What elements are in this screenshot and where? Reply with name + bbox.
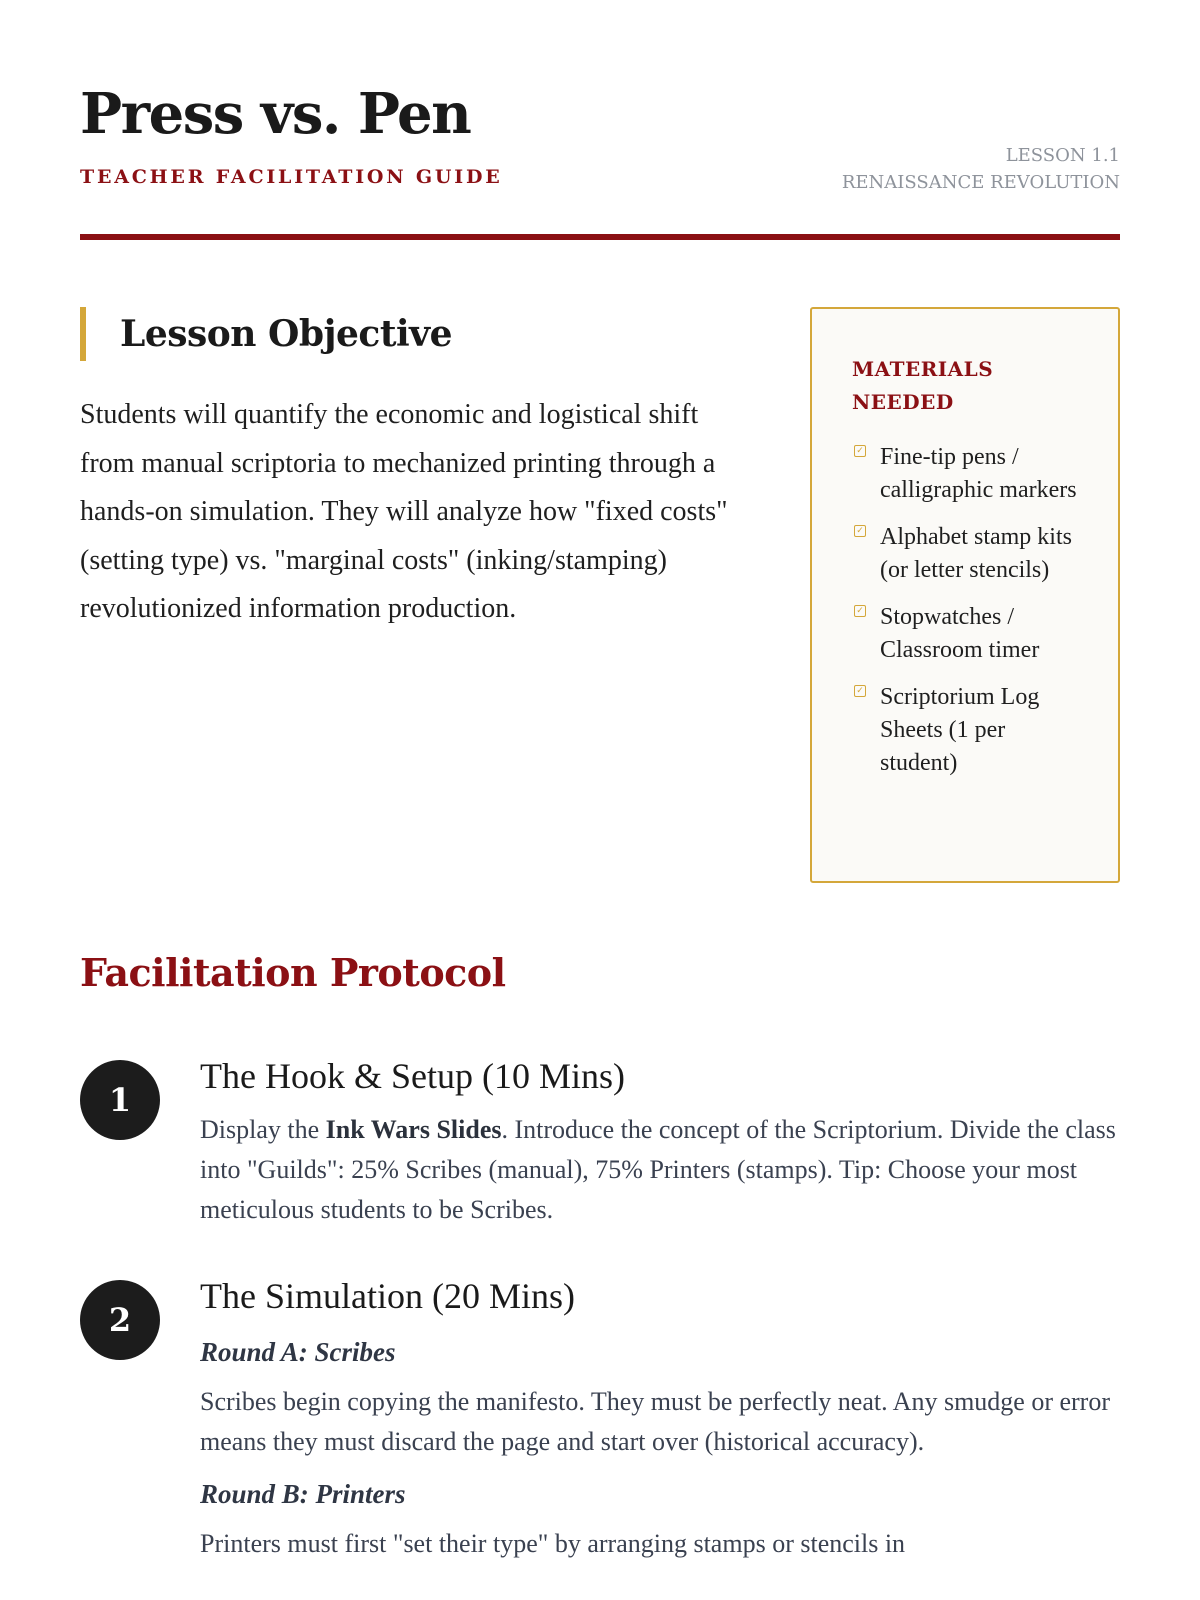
list-item xyxy=(852,681,1080,780)
list-item xyxy=(852,601,1080,667)
materials-list xyxy=(852,441,1080,780)
material-label: Alphabet stamp kits (or letter stencils) xyxy=(880,524,1072,583)
material-label: Scriptorium Log Sheets (1 per student) xyxy=(880,684,1040,776)
list-item xyxy=(852,521,1080,587)
list-item xyxy=(852,441,1080,507)
step-number-badge: 2 xyxy=(80,1280,160,1360)
checkbox-icon: ✓ xyxy=(854,525,866,537)
document-subtitle: TEACHER FACILITATION GUIDE xyxy=(80,166,503,188)
ink-wars-slides-reference: Ink Wars Slides xyxy=(325,1115,502,1144)
step-body xyxy=(200,1052,1120,1230)
step-body xyxy=(200,1272,1120,1564)
protocol-heading: Facilitation Protocol xyxy=(80,950,506,995)
step-text-part: . Introduce the concept of the Scriptorium. Divide the class into "Guilds": 25% Scribes (manual), 75% Printers (stamps). Tip: Choose your most meticulous students to be Scribes. xyxy=(200,1115,1116,1224)
checkbox-icon: ✓ xyxy=(854,445,866,457)
step-text xyxy=(200,1110,1120,1230)
material-label: Fine-tip pens / calligraphic markers xyxy=(880,444,1077,503)
checkbox-icon: ✓ xyxy=(854,605,866,617)
unit-name: RENAISSANCE REVOLUTION xyxy=(841,172,1120,193)
objective-text: Students will quantify the economic and logistical shift from manual scriptoria to mechanized printing through a hands-on simulation. They will analyze how "fixed costs" (setting type) vs. "marginal costs" (inking/stamping) revolutionized information production. xyxy=(80,399,728,624)
lesson-meta xyxy=(842,142,1120,196)
materials-title: MATERIALS NEEDED xyxy=(852,357,994,414)
step-title: The Hook & Setup (10 Mins) xyxy=(200,1056,625,1096)
objective-heading: Lesson Objective xyxy=(80,307,750,361)
document-header xyxy=(80,80,1120,237)
document-title: Press vs. Pen xyxy=(80,81,471,147)
round-a-text: Scribes begin copying the manifesto. They must be perfectly neat. Any smudge or error means they must discard the page and start over (historical accuracy). xyxy=(200,1387,1110,1456)
round-b-title: Round B: Printers xyxy=(200,1479,406,1509)
round-b-text: Printers must first "set their type" by arranging stamps or stencils in xyxy=(200,1529,906,1558)
materials-box xyxy=(810,307,1120,883)
step-number-badge: 1 xyxy=(80,1060,160,1140)
round-a-title: Round A: Scribes xyxy=(200,1337,396,1367)
material-label: Stopwatches / Classroom timer xyxy=(880,604,1040,663)
objective-section xyxy=(80,307,750,634)
step-text-part: Display the xyxy=(200,1115,326,1144)
header-rule xyxy=(80,234,1120,240)
step-title: The Simulation (20 Mins) xyxy=(200,1276,575,1316)
lesson-number: LESSON 1.1 xyxy=(1005,145,1120,166)
checkbox-icon: ✓ xyxy=(854,685,866,697)
